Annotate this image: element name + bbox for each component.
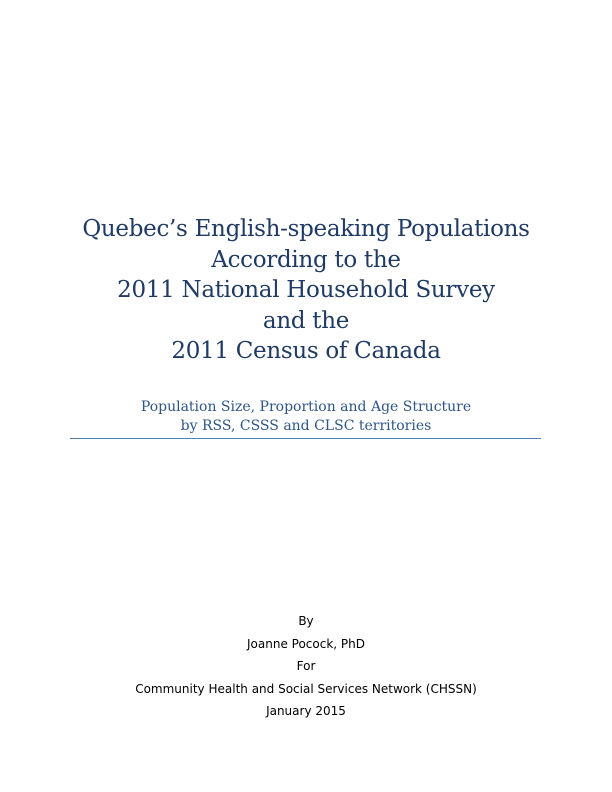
title-line-3: 2011 National Household Survey <box>117 277 495 303</box>
subtitle-line-1: Population Size, Proportion and Age Structure <box>140 399 472 415</box>
title-line-5: 2011 Census of Canada <box>171 338 441 364</box>
author-name: Joanne Pocock, PhD <box>247 636 365 651</box>
title-line-1: Quebec’s English-speaking Populations <box>82 216 530 242</box>
credits-block <box>0 610 612 723</box>
publication-date: January 2015 <box>266 704 346 718</box>
document-subtitle <box>0 398 612 436</box>
by-label: By <box>298 614 314 628</box>
for-label: For <box>296 659 316 673</box>
subtitle-divider <box>70 438 541 439</box>
title-line-4: and the <box>262 307 350 334</box>
organization-name: Community Health and Social Services Network (CHSSN) <box>135 681 477 696</box>
title-line-2: According to the <box>211 246 401 273</box>
subtitle-line-2: by RSS, CSSS and CLSC territories <box>180 418 432 434</box>
document-title <box>0 214 612 367</box>
